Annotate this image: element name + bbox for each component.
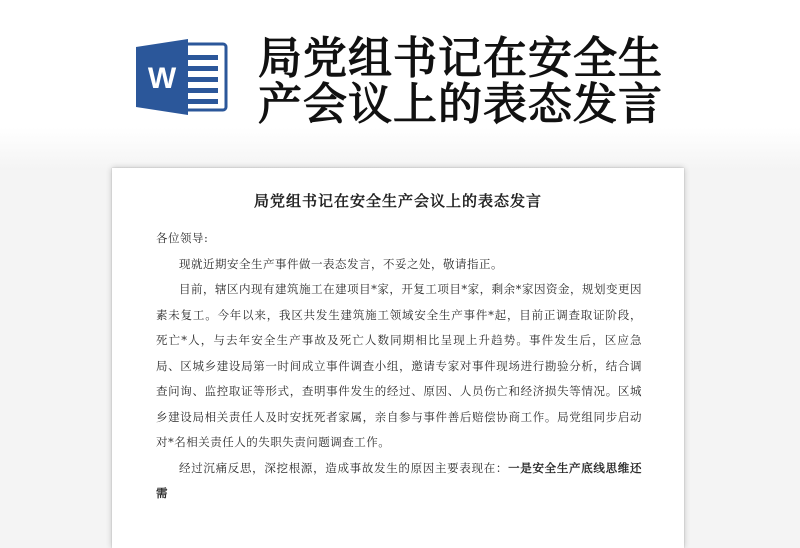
paragraph-text: 经过沉痛反思，深挖根源，造成事故发生的原因主要表现在： [179,460,509,475]
svg-text:W: W [147,62,177,95]
document-page [112,168,684,548]
paragraph: 目前，辖区内现有建筑施工在建项目*家，开复工项目*家，剩余*家因资金，规划变更因素未复工。今年以来，我区共发生建筑施工领域安全生产事件*起，目前正调查取证阶段，死亡*人，与去年安全生产事故及死亡人数同期相比呈现上升趋势。事件发生后，区应急局、区城乡建设局第一时间成立事件调查小组，邀请专家对事件现场进行勘验分析，结合调查问询、监控取证等形式，查明事件发生的经过、原因、人员伤亡和经济损失等情况。区城乡建设局相关责任人及时安抚死者家属，亲自参与事件善后赔偿协商工作。局党组同步启动对*名相关责任人的失职失责问题调查工作。 [156,282,642,449]
document-body [156,226,642,507]
document-title: 局党组书记在安全生产会议上的表态发言 [253,192,542,210]
banner-title: 局党组书记在安全生产会议上的表态发言 [258,33,663,130]
salutation: 各位领导: [156,231,209,245]
banner [0,0,800,170]
paragraph: 现就近期安全生产事件做一表态发言，不妥之处，敬请指正。 [179,256,503,271]
paragraph-bold-text: 一是安全生产底线思维还需 [156,460,643,500]
paragraph [156,456,642,507]
word-icon [134,38,230,116]
